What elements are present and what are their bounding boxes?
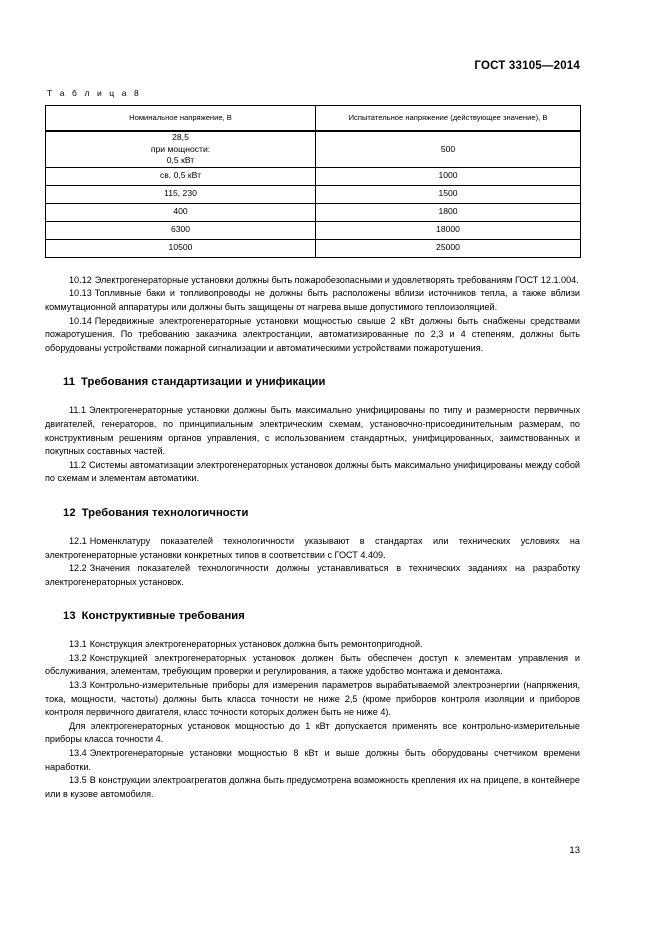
table-row (46, 131, 581, 167)
paragraph-text: Конструкция электрогенераторных установок должна быть ремонтопригодной. (89, 639, 423, 650)
spacer (45, 519, 580, 535)
paragraph-13-4 (45, 747, 580, 774)
table-row (46, 185, 581, 203)
paragraph-text: Передвижные электрогенераторные установки мощностью свыше 2 кВт должны быть снабжены средствами пожаротушения. По требованию заказчика электростанции, автоматизированные по 2,3 и 4 степеням, должны быть оборудованы устройствами пожарной сигнализации и автоматическими устройствами пожаротушения. (45, 315, 580, 353)
spacer (45, 388, 580, 404)
paragraph-13-5 (45, 774, 580, 801)
cell-test-voltage-1000: 1000 (316, 167, 581, 185)
paragraph-text: Для электрогенераторных установок мощностью до 1 кВт допускается применять все контрольно-измерительные приборы класса точности 4. (45, 720, 580, 745)
paragraph-10-12 (45, 274, 580, 288)
table-row (46, 239, 581, 257)
table-row (46, 221, 581, 239)
section-heading-13 (45, 610, 580, 622)
table-caption: Т а б л и ц а 8 (47, 88, 142, 98)
paragraph-text: Контрольно-измерительные приборы для измерения параметров вырабатываемой электроэнергии (напряжения, тока, мощности, частоты) должны быть класса точности не ниже 2,5 (кроме приборов контроля изоляции и приборов контроля первичного двигателя, класс точности которых должен быть не ниже 4). (45, 680, 580, 718)
paragraph-number: 10.13 (69, 288, 92, 299)
cell-nominal-voltage-sv-0-5-kvt: св. 0,5 кВт (46, 167, 316, 185)
paragraph-number: 13.1 (69, 639, 87, 650)
paragraph-text: Электрогенераторные установки мощностью 8 кВт и выше должны быть оборудованы счетчиком времени наработки. (45, 748, 580, 772)
paragraph-13-3-note (45, 720, 580, 747)
paragraph-number: 12.1 (69, 535, 87, 546)
nominal-value-line: 28,5 (172, 132, 189, 142)
nominal-power-label-line: при мощности: (150, 143, 211, 154)
page-number: 13 (569, 845, 580, 856)
paragraph-text: Электрогенераторные установки должны быть максимально унифицированы по типу и размерности первичных двигателей, генераторов, по принципиальным электрическим схемам, установочно-присоединительным размерам, по конструктивным решениям органов управления, с использованием стандартных, унифицированных, заимствованных и покупных составных частей. (45, 405, 580, 457)
paragraph-11-1 (45, 404, 580, 458)
body-text (45, 274, 580, 802)
paragraph-number: 13.4 (69, 748, 87, 759)
table-row (46, 167, 581, 185)
paragraph-text: В конструкции электроагрегатов должна быть предусмотрена возможность крепления их на прицепе, в контейнере или в кузове автомобиля. (45, 775, 580, 799)
paragraph-12-1 (45, 535, 580, 562)
paragraph-number: 13.5 (69, 775, 87, 786)
cell-nominal-voltage-28-5 (46, 131, 316, 167)
cell-test-voltage-18000: 18000 (316, 221, 581, 239)
paragraph-13-1 (45, 638, 580, 652)
paragraph-13-3 (45, 679, 580, 720)
table-row (46, 203, 581, 221)
section-heading-12 (45, 507, 580, 519)
paragraph-number: 11.1 (69, 405, 87, 416)
column-header-nominal-voltage: Номинальное напряжение, В (46, 106, 316, 132)
paragraph-text: Топливные баки и топливопроводы не должны быть расположены вблизи источников тепла, а также вблизи коммутационной аппаратуры или должны быть защищены от нагрева выше допустимого теплоизоляцией. (45, 288, 580, 312)
spacer (45, 355, 580, 376)
paragraph-text: Конструкцией электрогенераторных установок должен быть обеспечен доступ к элементам управления и обслуживания, элементам, требующим проверки и регулирования, а также удобство монтажа и демонтажа. (45, 652, 580, 677)
spacer (45, 486, 580, 507)
section-title: Требования технологичности (81, 506, 249, 519)
spacer (45, 622, 580, 638)
section-number: 11 (63, 376, 76, 389)
cell-nominal-voltage-115-230: 115, 230 (46, 185, 316, 203)
paragraph-number: 13.2 (69, 652, 87, 663)
paragraph-number: 11.2 (69, 459, 87, 470)
cell-nominal-voltage-10500: 10500 (46, 239, 316, 257)
paragraph-10-14 (45, 315, 580, 356)
nominal-power-value-line: 0,5 кВт (166, 155, 195, 166)
paragraph-text: Номенклатуру показателей технологичности указывают в стандартах или технических условиях на электрогенераторные установки конкретных типов в соответствии с ГОСТ 4.409. (45, 535, 580, 560)
cell-test-voltage-1800: 1800 (316, 203, 581, 221)
paragraph-number: 10.12 (69, 274, 92, 285)
section-number: 12 (63, 506, 76, 519)
cell-test-voltage-500: 500 (316, 131, 581, 167)
paragraph-12-2 (45, 562, 580, 589)
paragraph-13-2 (45, 652, 580, 679)
paragraph-number: 13.3 (69, 680, 87, 691)
paragraph-11-2 (45, 459, 580, 486)
cell-nominal-voltage-400: 400 (46, 203, 316, 221)
section-title: Требования стандартизации и унификации (81, 376, 326, 389)
paragraph-text: Электрогенераторные установки должны быть пожаробезопасными и удовлетворять требованиям ГОСТ 12.1.004. (94, 274, 579, 285)
paragraph-text: Значения показателей технологичности должны устанавливаться в технических заданиях на разработку электрогенераторных установок. (45, 563, 580, 587)
section-title: Конструктивные требования (81, 610, 245, 623)
paragraph-number: 12.2 (69, 563, 87, 574)
cell-test-voltage-1500: 1500 (316, 185, 581, 203)
running-header-standard-number: ГОСТ 33105—2014 (474, 60, 580, 72)
section-heading-11 (45, 376, 580, 388)
spacer (45, 589, 580, 610)
paragraph-number: 10.14 (69, 315, 92, 326)
column-header-test-voltage: Испытательное напряжение (действующее значение), В (316, 106, 581, 132)
page-content (45, 88, 580, 801)
cell-test-voltage-25000: 25000 (316, 239, 581, 257)
cell-nominal-voltage-6300: 6300 (46, 221, 316, 239)
table-header-row (46, 106, 581, 132)
paragraph-10-13 (45, 287, 580, 314)
voltage-test-table (45, 105, 581, 258)
section-number: 13 (63, 610, 76, 623)
paragraph-text: Системы автоматизации электрогенераторных установок должны быть максимально унифицированы между собой по схемам и элементам автоматики. (45, 459, 580, 484)
